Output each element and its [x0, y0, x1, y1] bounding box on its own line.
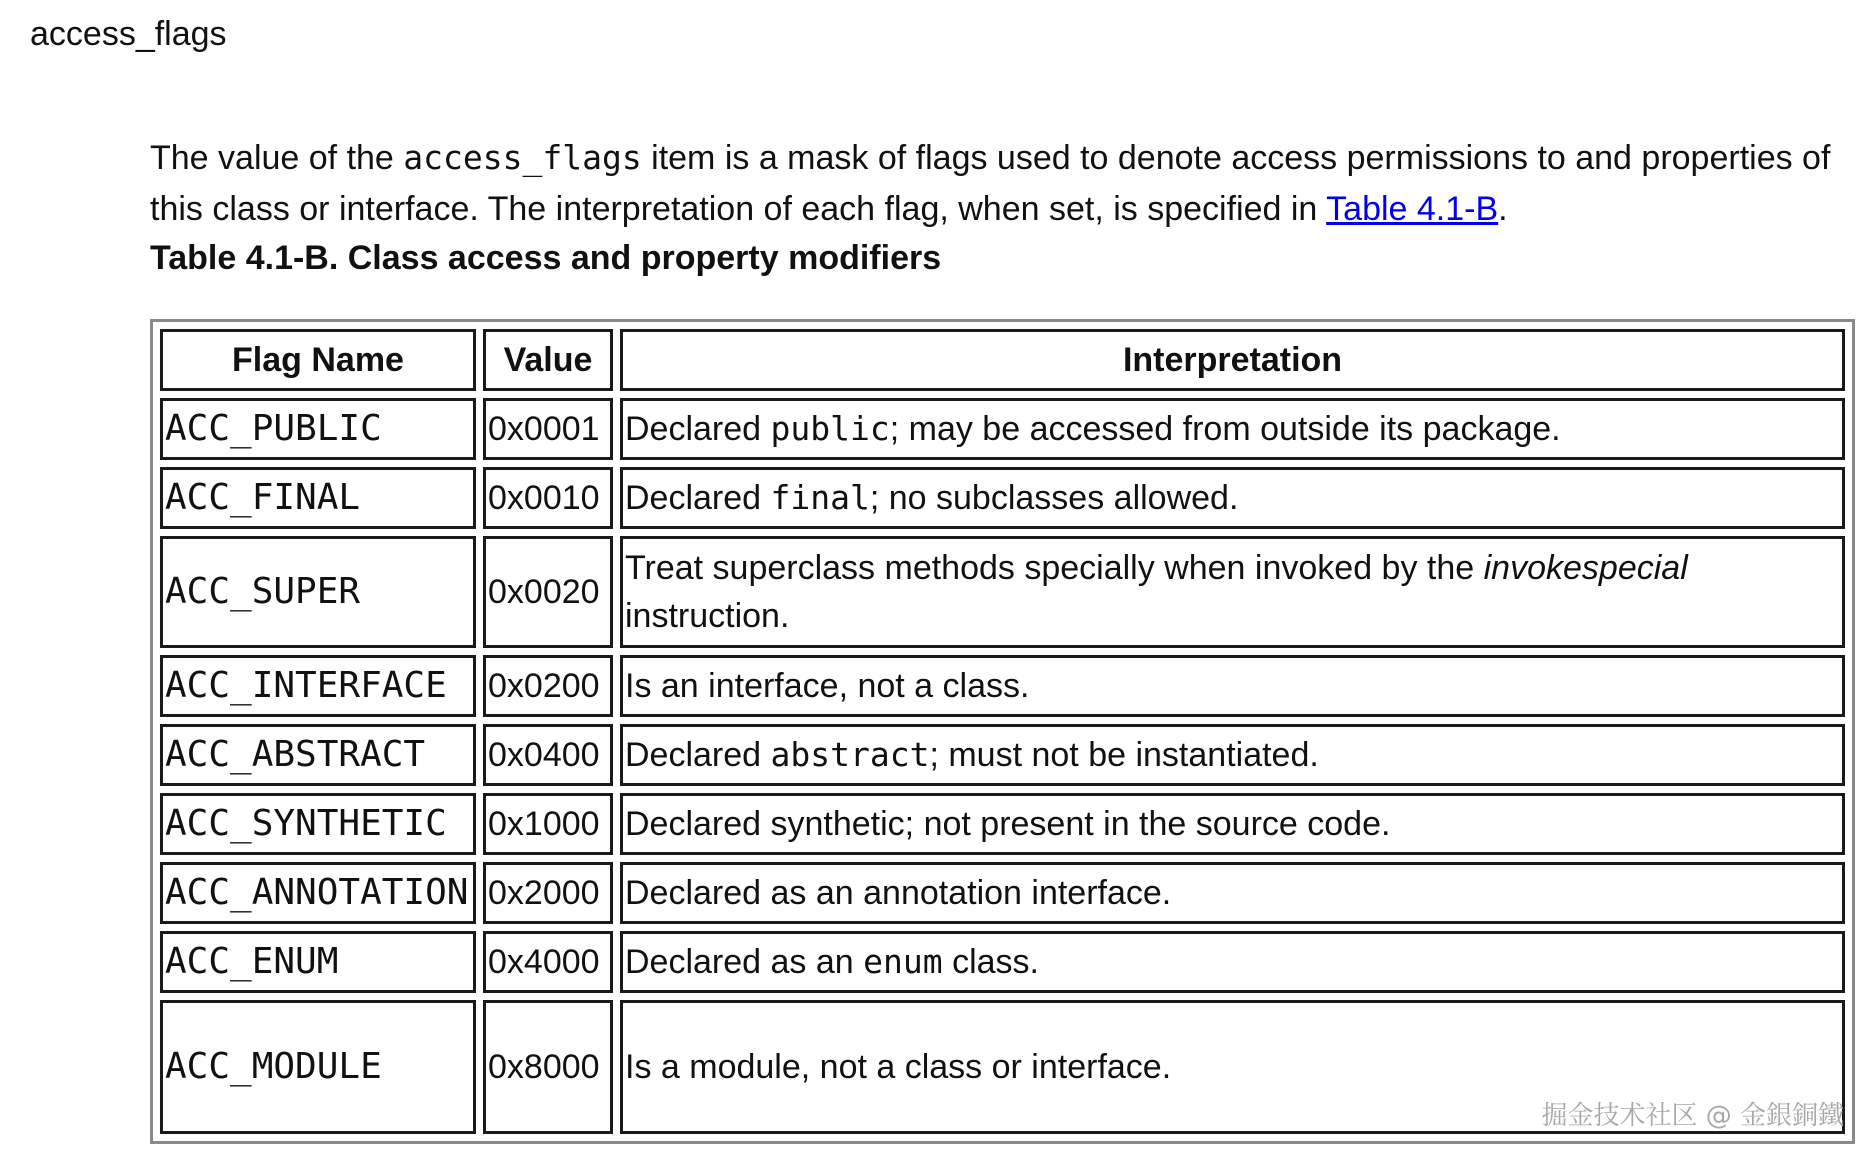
table-row [160, 536, 1845, 648]
interp-text: class. [942, 943, 1039, 981]
flag-name-cell: ACC_ABSTRACT [160, 724, 476, 786]
interp-italic: invokespecial [1483, 549, 1688, 587]
table-row [160, 655, 1845, 717]
flag-name-cell: ACC_ANNOTATION [160, 862, 476, 924]
flag-name-cell: ACC_MODULE [160, 1000, 476, 1134]
header-interpretation: Interpretation [620, 329, 1845, 391]
table-row [160, 862, 1845, 924]
interpretation-cell [620, 398, 1845, 460]
value-cell: 0x1000 [483, 793, 613, 855]
interp-text: Declared as an [625, 943, 864, 981]
interpretation-cell [620, 931, 1845, 993]
paragraph-code: access_flags [403, 138, 642, 177]
paragraph-text-start: The value of the [150, 139, 404, 177]
table-row [160, 724, 1845, 786]
interpretation-cell [620, 536, 1845, 648]
interp-code: abstract [770, 735, 930, 774]
flag-name-cell: ACC_PUBLIC [160, 398, 476, 460]
header-flag-name: Flag Name [160, 329, 476, 391]
interpretation-cell: Declared as an annotation interface. [620, 862, 1845, 924]
value-cell: 0x0001 [483, 398, 613, 460]
interp-text: Declared [625, 410, 771, 448]
table-link[interactable]: Table 4.1-B [1326, 190, 1499, 228]
interp-code: public [770, 409, 890, 448]
paragraph-text-end: . [1498, 190, 1508, 228]
table-row [160, 793, 1845, 855]
interp-text: Declared [625, 736, 771, 774]
value-cell: 0x0400 [483, 724, 613, 786]
interp-text: ; must not be instantiated. [929, 736, 1319, 774]
header-row [160, 329, 1845, 391]
interp-code: enum [863, 942, 943, 981]
flag-name-cell: ACC_INTERFACE [160, 655, 476, 717]
flag-name-cell: ACC_SUPER [160, 536, 476, 648]
interp-code: final [770, 478, 870, 517]
table-row [160, 467, 1845, 529]
flag-name-cell: ACC_ENUM [160, 931, 476, 993]
table-row [160, 398, 1845, 460]
value-cell: 0x8000 [483, 1000, 613, 1134]
paragraph-text-middle: item is a mask of flags used to denote access permissions to and properties of this class or interface. The interpretation of each flag, when set, is specified in [150, 139, 1831, 228]
flag-name-cell: ACC_FINAL [160, 467, 476, 529]
value-cell: 0x4000 [483, 931, 613, 993]
interpretation-cell [620, 724, 1845, 786]
interpretation-cell: Declared synthetic; not present in the source code. [620, 793, 1845, 855]
header-value: Value [483, 329, 613, 391]
interp-text: Treat superclass methods specially when invoked by the [625, 549, 1484, 587]
term-heading: access_flags [30, 15, 227, 53]
table-caption: Table 4.1-B. Class access and property modifiers [150, 239, 942, 277]
flag-name-cell: ACC_SYNTHETIC [160, 793, 476, 855]
table-row [160, 931, 1845, 993]
value-cell: 0x0200 [483, 655, 613, 717]
interpretation-cell: Is an interface, not a class. [620, 655, 1845, 717]
flags-table [150, 319, 1855, 1144]
interp-text: ; no subclasses allowed. [869, 479, 1239, 517]
description-paragraph [150, 132, 1850, 235]
value-cell: 0x0010 [483, 467, 613, 529]
value-cell: 0x2000 [483, 862, 613, 924]
interp-text: ; may be accessed from outside its package. [889, 410, 1561, 448]
watermark: 掘金技术社区 @ 金銀銅鐵 [1541, 1101, 1844, 1131]
value-cell: 0x0020 [483, 536, 613, 648]
interp-text: Declared [625, 479, 771, 517]
interpretation-cell: Is a module, not a class or interface. [620, 1000, 1845, 1134]
interpretation-cell [620, 467, 1845, 529]
interp-text: instruction. [625, 597, 790, 635]
